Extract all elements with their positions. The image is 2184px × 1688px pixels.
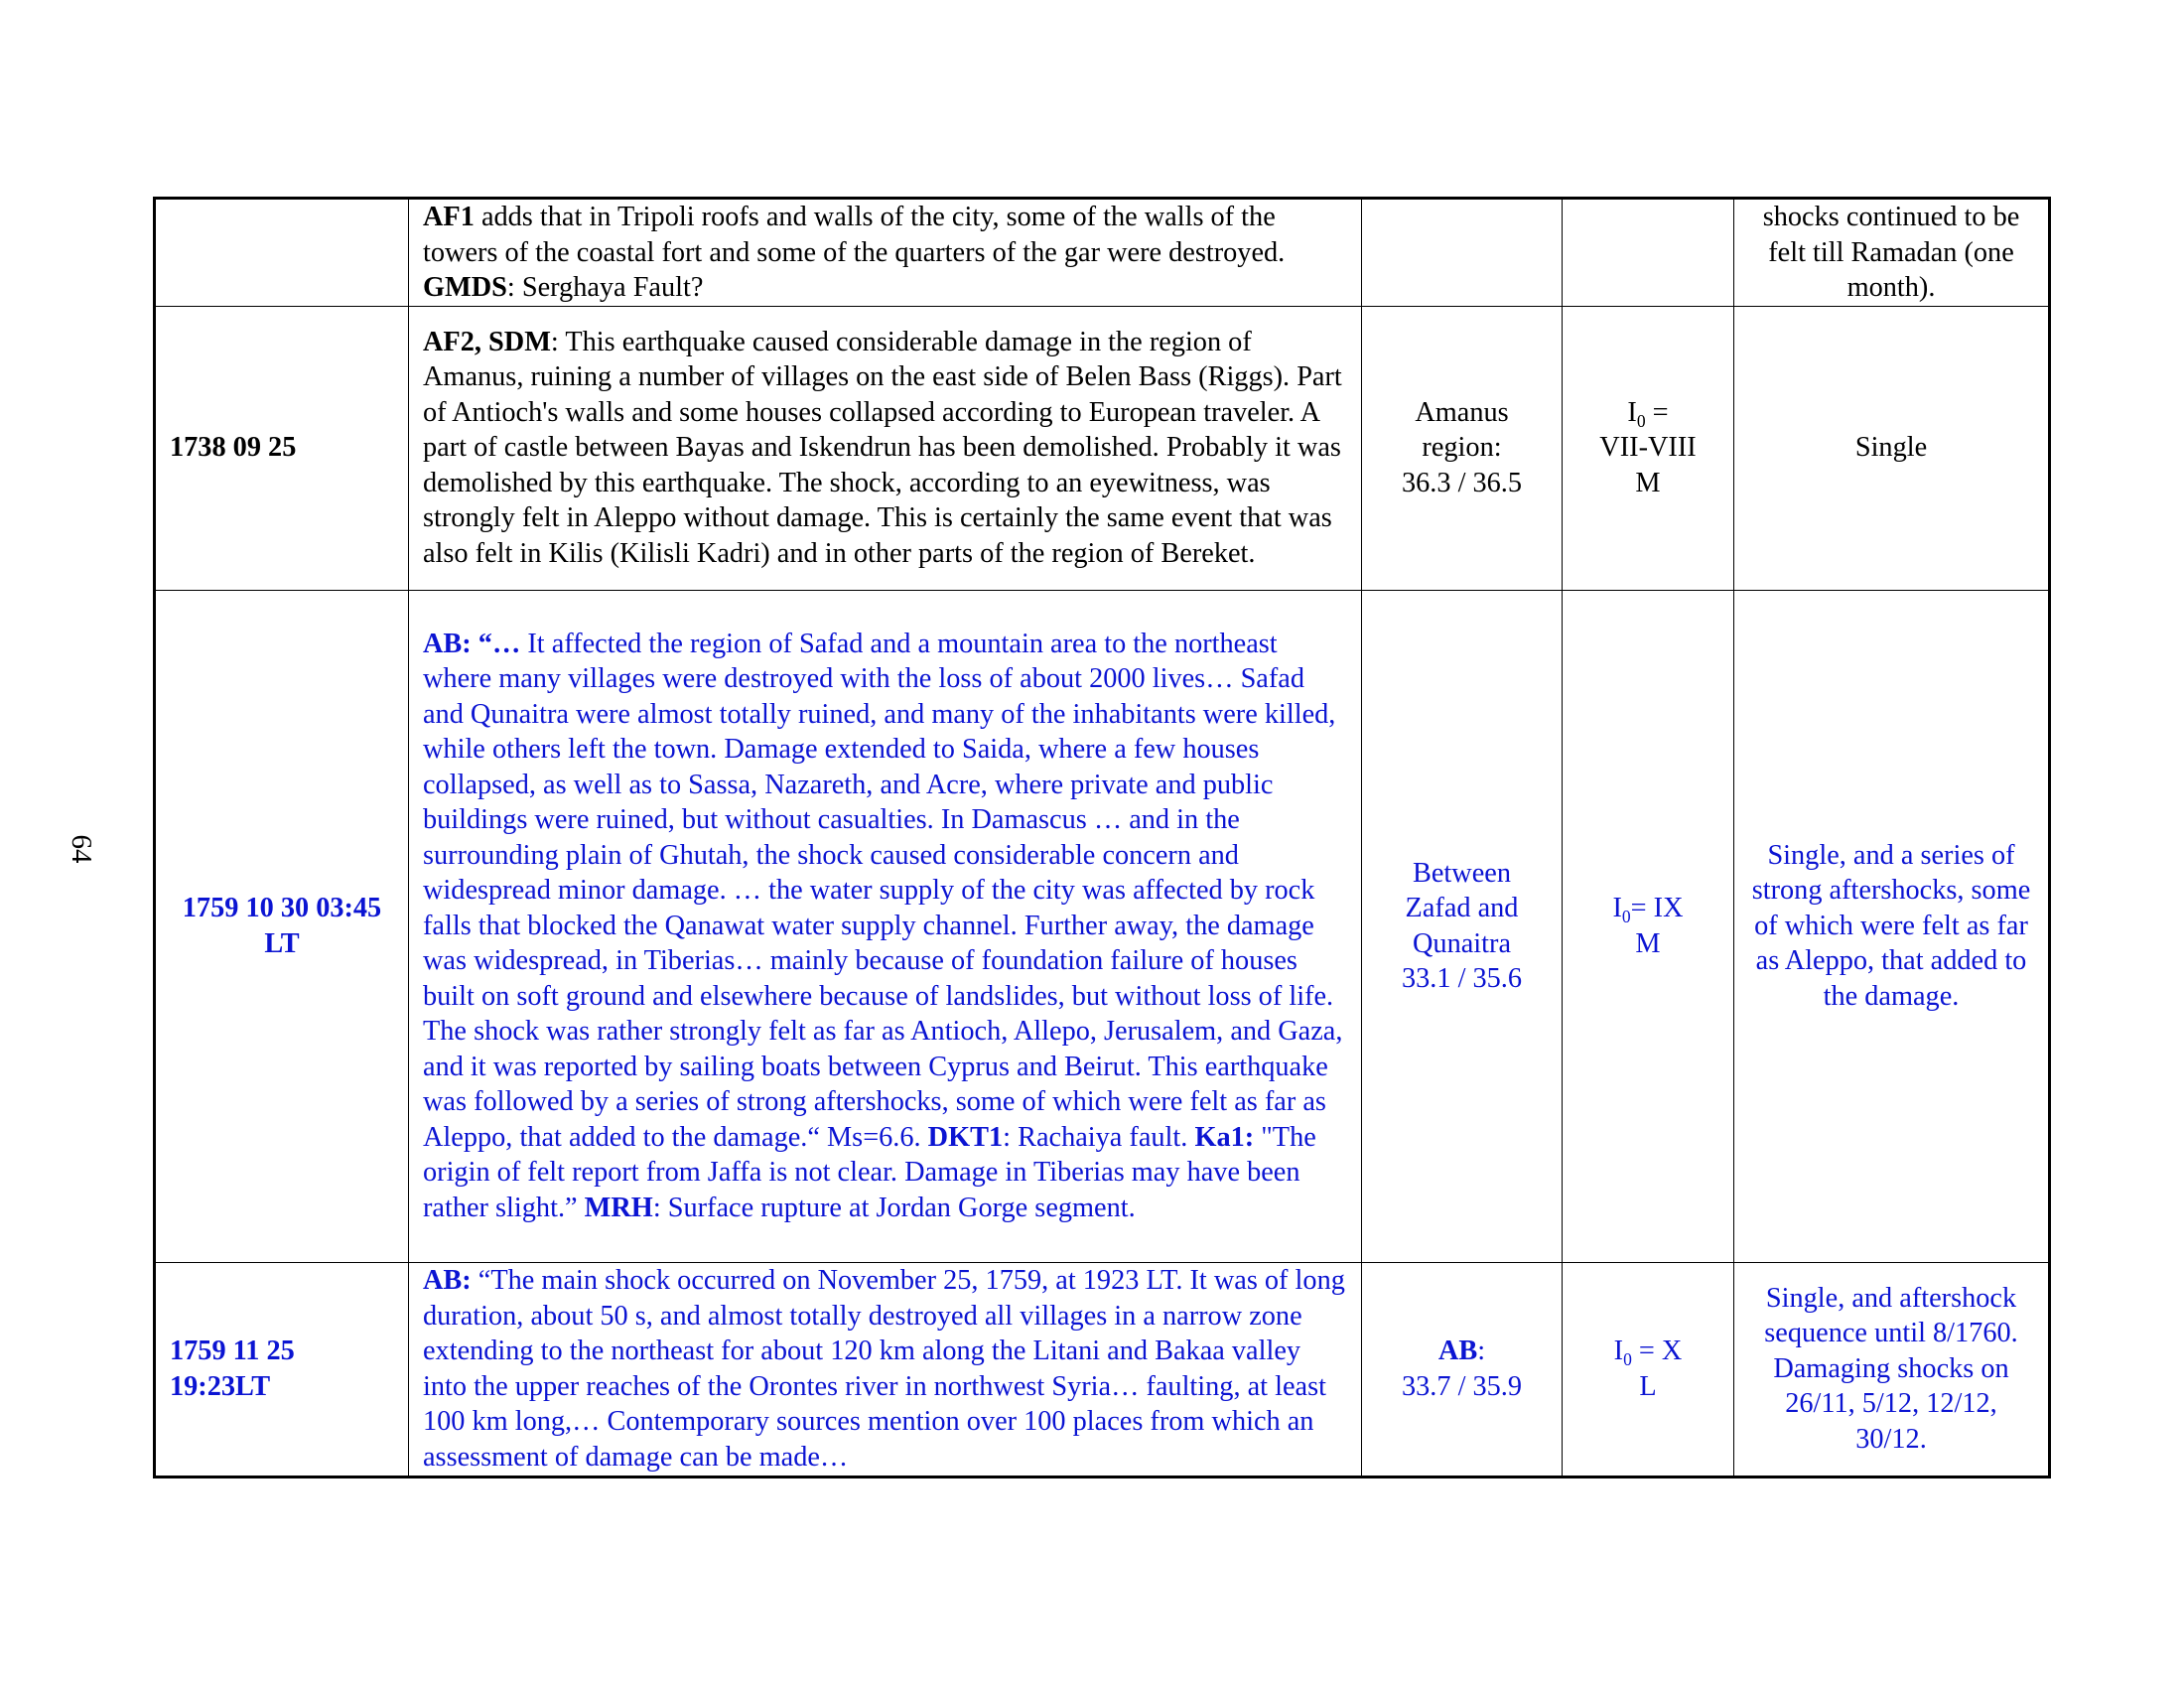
date-line: 19:23LT [170,1370,271,1402]
intensity-cell [1563,590,1734,1262]
source-code: DKT1 [927,1121,1004,1153]
description-cell [409,306,1362,590]
source-code: AB: [423,1265,472,1296]
description-text: It affected the region of Safad and a mountain area to the northeast where many villages were destroyed with the loss of about 2000 lives… Safad and Qunaitra were almost totally ruined, and many of the inhabitants were killed, while others left the town. Damage extended to Saida, where a few houses collapsed, as well as to Sassa, Nazareth, and Acre, where private and public buildings were ruined, but without casualties. In Damascus … and in the surrounding plain of Ghutah, the shock caused considerable concern and widespread minor damage. … the water supply of the city was affected by rock falls that blocked the Qanawat water supply channel. Further away, the damage was widespread, in Tiberias… mainly because of foundation failure of houses built on soft ground and elsewhere because of landslides, but without loss of life. The shock was rather strongly felt as far as Antioch, Allepo, Jerusalem, and Gaza, and it was reported by sailing boats between Cyprus and Beirut. This earthquake was followed by a series of strong aftershocks, some of which were felt as far as Aleppo, that added to the damage.“ Ms=6.6. [423,628,1343,1153]
location-line: Amanus [1415,396,1509,428]
intensity-cell [1563,199,1734,307]
description-text: “The main shock occurred on November 25, 1759, at 1923 LT. It was of long duration, about 50 s, and almost totally destroyed all villages in a narrow zone extending to the northeast for about 120 km along the Litani and Bakaa valley into the upper reaches of the Orontes river in northwest Syria… faulting, at least 100 km long,… Contemporary sources mention over 100 places from which an assessment of damage can be made… [423,1265,1345,1473]
intensity-label: $I_0=$ IX [1612,893,1684,927]
intensity-value: VII-VIII [1599,432,1697,464]
intensity-label: $I_0$ = [1627,396,1669,431]
date-cell [155,199,409,307]
source-code: AB: “… [423,628,521,659]
description-text: adds that in Tripoli roofs and walls of the city, some of the walls of the towers of the coastal fort and some of the quarters of the gar were destroyed. [423,202,1286,268]
remarks-cell: Single, and aftershock sequence until 8/1760. Damaging shocks on 26/11, 5/12, 12/12, 30/12. [1734,1262,2050,1477]
location-coordinates: 36.3 / 36.5 [1401,467,1523,498]
source-code: AF1 [423,202,475,232]
date-cell [155,1262,409,1477]
location-line: Between [1413,857,1511,889]
table-row [155,199,2050,307]
source-code: Ka1: [1194,1121,1255,1153]
date-cell: 1738 09 25 [155,306,409,590]
remarks-cell: Single [1734,306,2050,590]
location-line: Zafad and [1405,893,1519,923]
intensity-scale: M [1635,467,1661,498]
description-text: "The origin of felt report from Jaffa is not clear. Damage in Tiberias may have been rather slight.” [423,1121,1316,1223]
date-line: 1759 10 30 03:45 [182,893,382,923]
earthquake-catalog-table [153,197,2051,1478]
description-text: : Rachaiya fault. [1003,1121,1195,1153]
location-cell [1362,590,1563,1262]
description-cell [409,1262,1362,1477]
intensity-scale: L [1639,1370,1657,1402]
location-coordinates: 33.1 / 35.6 [1401,963,1523,994]
description-cell [409,199,1362,307]
table-row [155,1262,2050,1477]
remarks-cell: shocks continued to be felt till Ramadan (one month). [1734,199,2050,307]
location-line: region: [1422,432,1502,464]
page-number: 64 [66,834,97,864]
source-code: MRH [584,1192,653,1223]
intensity-cell [1563,1262,1734,1477]
date-line: 1759 11 25 [170,1336,295,1366]
location-cell [1362,199,1563,307]
location-line: AB: [1437,1336,1486,1366]
location-coordinates: 33.7 / 35.9 [1401,1370,1523,1402]
table-row [155,590,2050,1262]
intensity-cell [1563,306,1734,590]
source-code: AF2, SDM [423,326,551,357]
description-text: : This earthquake caused considerable damage in the region of Amanus, ruining a number of villages on the east side of Belen Bass (Riggs). Part of Antioch's walls and some houses collapsed according to European traveler. A part of castle between Bayas and Iskendrun has been demolished. Probably it was demolished by this earthquake. The shock, according to an eyewitness, was strongly felt in Aleppo without damage. This is certainly the same event that was also felt in Kilis (Kilisli Kadri) and in other parts of the region of Bereket. [423,326,1342,569]
location-cell [1362,306,1563,590]
description-text: : Serghaya Fault? [506,272,704,303]
location-cell [1362,1262,1563,1477]
description-text: : Surface rupture at Jordan Gorge segment. [652,1192,1136,1223]
location-line: Qunaitra [1413,927,1511,959]
source-code: GMDS [423,272,507,303]
intensity-scale: M [1635,927,1661,959]
date-cell [155,590,409,1262]
source-code: AB [1437,1336,1478,1366]
date-line: LT [264,927,300,959]
description-cell [409,590,1362,1262]
remarks-cell: Single, and a series of strong aftershocks, some of which were felt as far as Aleppo, that added to the damage. [1734,590,2050,1262]
intensity-label: $I_0 = X$ [1613,1336,1683,1370]
table-row [155,306,2050,590]
